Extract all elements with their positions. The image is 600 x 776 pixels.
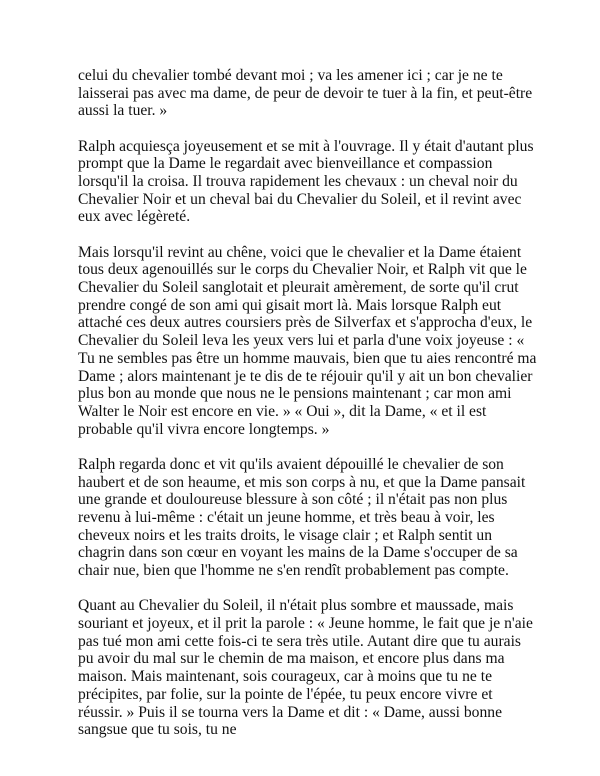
paragraph-3: Mais lorsqu'il revint au chêne, voici que le chevalier et la Dame étaient tous deux agenouillés sur le corps du Chevalier Noir, et Ralph vit que le Chevalier du Soleil sanglotait et pleurait amèrement, de sorte qu'il crut prendre congé de son ami qui gisait mort là. Mais lorsque Ralph eut attaché ces deux autres coursiers près de Silverfax et s'approcha d'eux, le Chevalier du Soleil leva les yeux vers lui et parla d'une voix joyeuse : « Tu ne sembles pas être un homme mauvais, bien que tu aies rencontré ma Dame ; alors maintenant je te dis de te réjouir qu'il y ait un bon chevalier plus bon au monde que nous ne le pensions maintenant ; car mon ami Walter le Noir est encore en vie. » « Oui », dit la Dame, « et il est probable qu'il vivra encore longtemps. » [78,243,537,438]
paragraph-2: Ralph acquiesça joyeusement et se mit à l'ouvrage. Il y était d'autant plus prompt que la Dame le regardait avec bienveillance et compassion lorsqu'il la croisa. Il trouva rapidement les chevaux : un cheval noir du Chevalier Noir et un cheval bai du Chevalier du Soleil, et il revint avec eux avec légèreté. [78,137,534,226]
page-text [78,67,540,756]
paragraph-1: celui du chevalier tombé devant moi ; va les amener ici ; car je ne te laisserai pas avec ma dame, de peur de devoir te tuer à la fin, et peut-être aussi la tuer. » [78,67,533,120]
paragraph-5: Quant au Chevalier du Soleil, il n'était plus sombre et maussade, mais souriant et joyeux, et il prit la parole : « Jeune homme, le fait que je n'aie pas tué mon ami cette fois-ci te sera très utile. Autant dire que tu aurais pu avoir du mal sur le chemin de ma maison, et encore plus dans ma maison. Mais maintenant, sois courageux, car à moins que tu ne te précipites, par folie, sur la pointe de l'épée, tu peux encore vivre et réussir. » Puis il se tourna vers la Dame et dit : « Dame, aussi bonne sangsue que tu sois, tu ne [78,597,533,739]
paragraph-4: Ralph regarda donc et vit qu'ils avaient dépouillé le chevalier de son haubert et de son heaume, et mis son corps à nu, et que la Dame pansait une grande et douloureuse blessure à son côté ; il n'était pas non plus revenu à lui-même : c'était un jeune homme, et très beau à voir, les cheveux noirs et les traits droits, le visage clair ; et Ralph sentit un chagrin dans son cœur en voyant les mains de la Dame s'occuper de sa chair nue, bien que l'homme ne s'en rendît probablement pas compte. [78,455,526,580]
